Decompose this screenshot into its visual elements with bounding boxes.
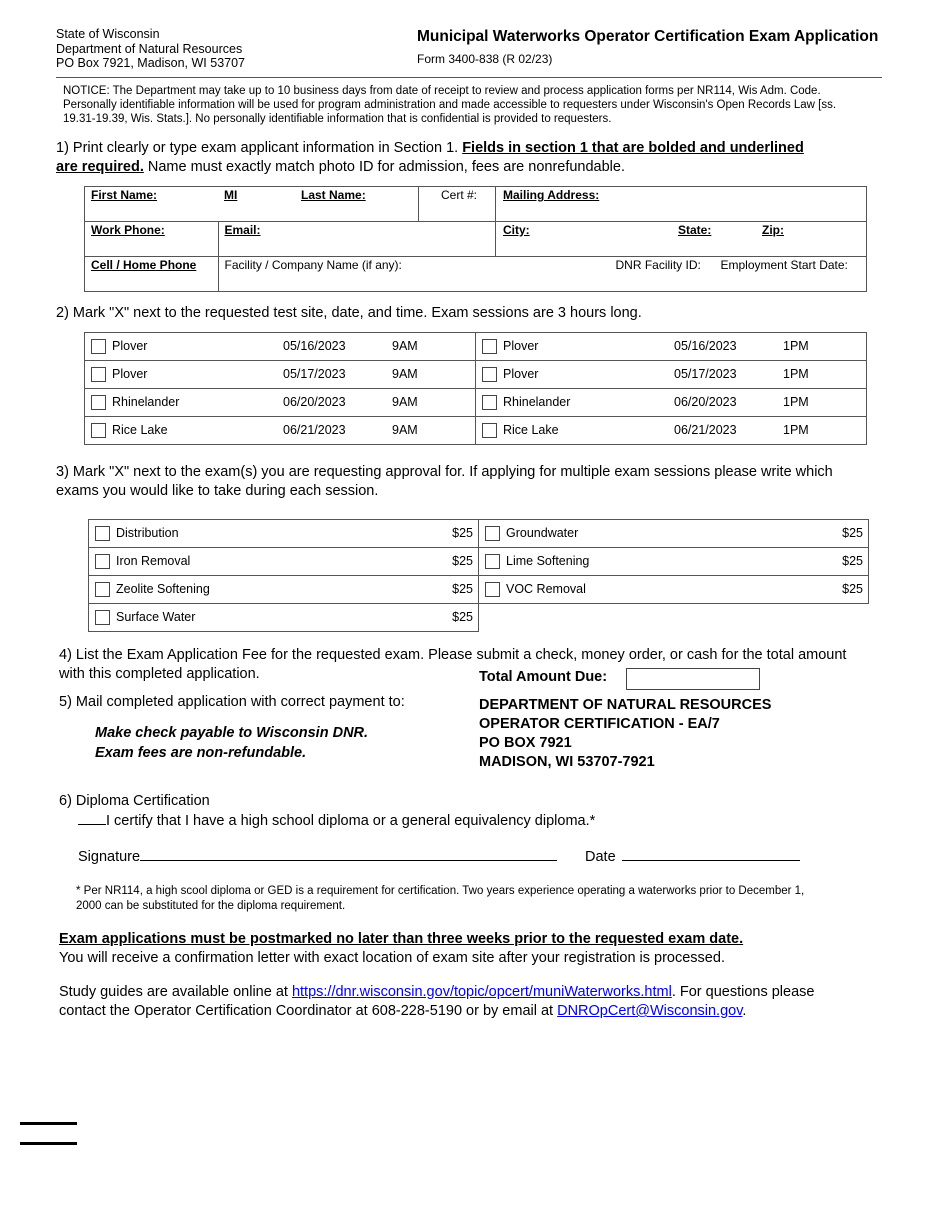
section1-instruction xyxy=(56,139,816,177)
email-link[interactable]: DNROpCert@Wisconsin.gov xyxy=(557,1003,743,1019)
exam-type-table xyxy=(88,519,869,632)
date-line[interactable] xyxy=(622,846,800,861)
mailing-address-label: Mailing Address: xyxy=(503,188,600,202)
employment-start-label: Employment Start Date: xyxy=(720,258,848,272)
section6-heading: 6) Diploma Certification xyxy=(59,793,210,809)
header-divider xyxy=(56,77,882,78)
total-amount-input[interactable] xyxy=(626,668,760,690)
session-checkbox[interactable] xyxy=(91,339,106,354)
facility-label: Facility / Company Name (if any): xyxy=(224,258,402,272)
session-checkbox[interactable] xyxy=(91,395,106,410)
exam-name: VOC Removal xyxy=(506,582,586,596)
session-date: 05/16/2023 xyxy=(283,339,346,353)
facility-field[interactable] xyxy=(218,257,867,292)
exam-checkbox[interactable] xyxy=(485,554,500,569)
session-option[interactable] xyxy=(85,417,476,445)
exam-name: Distribution xyxy=(116,526,179,540)
session-date: 06/20/2023 xyxy=(283,395,346,409)
session-site: Plover xyxy=(503,339,539,353)
session-site: Rice Lake xyxy=(112,423,168,437)
session-site: Plover xyxy=(112,339,148,353)
exam-fee: $25 xyxy=(452,610,473,624)
session-site: Rhinelander xyxy=(112,395,180,409)
total-amount-label: Total Amount Due: xyxy=(479,669,608,685)
exam-option[interactable] xyxy=(89,604,479,632)
agency-block xyxy=(56,27,245,71)
exam-fee: $25 xyxy=(452,582,473,596)
exam-checkbox[interactable] xyxy=(95,554,110,569)
signature-label: Signature xyxy=(78,849,141,865)
exam-option[interactable] xyxy=(89,576,479,604)
address-line: OPERATOR CERTIFICATION - EA/7 xyxy=(479,716,720,732)
exam-checkbox[interactable] xyxy=(95,610,110,625)
session-option[interactable] xyxy=(85,333,476,361)
dnr-facility-id-label: DNR Facility ID: xyxy=(615,258,701,272)
payable-note: Make check payable to Wisconsin DNR. xyxy=(95,725,369,741)
confirmation-text: You will receive a confirmation letter with exact location of exam site after your registration is processed. xyxy=(59,950,725,966)
empty-cell xyxy=(479,604,869,632)
session-date: 06/21/2023 xyxy=(283,423,346,437)
session-date: 06/21/2023 xyxy=(674,423,737,437)
agency-line: State of Wisconsin xyxy=(56,27,160,41)
session-date: 05/17/2023 xyxy=(674,367,737,381)
diploma-initial-blank[interactable] xyxy=(78,810,106,825)
email-field[interactable] xyxy=(218,222,496,257)
exam-fee: $25 xyxy=(452,554,473,568)
mailing-address xyxy=(479,696,771,772)
margin-mark xyxy=(20,1122,77,1125)
section3-instruction: 3) Mark "X" next to the exam(s) you are requesting approval for. If applying for multiple exam sessions please write which exams you would like to take during each session. xyxy=(56,464,833,499)
form-title: Municipal Waterworks Operator Certification Exam Application xyxy=(417,28,879,45)
exam-option[interactable] xyxy=(89,548,479,576)
session-option[interactable] xyxy=(85,389,476,417)
study-prefix: Study guides are available online at xyxy=(59,984,292,1000)
address-line: MADISON, WI 53707-7921 xyxy=(479,754,655,770)
exam-name: Iron Removal xyxy=(116,554,191,568)
study-end: . xyxy=(742,1003,747,1019)
first-name-field[interactable] xyxy=(85,187,219,222)
exam-checkbox[interactable] xyxy=(485,526,500,541)
first-name-label: First Name: xyxy=(91,188,158,202)
exam-fee: $25 xyxy=(842,554,863,568)
date-label: Date xyxy=(585,849,616,865)
exam-fee: $25 xyxy=(842,582,863,596)
zip-label: Zip: xyxy=(762,223,784,237)
address-line: DEPARTMENT OF NATURAL RESOURCES xyxy=(479,697,772,713)
deadline-text: Exam applications must be postmarked no later than three weeks prior to the requested exam date. xyxy=(59,931,744,947)
payment-note xyxy=(95,723,368,763)
exam-option[interactable] xyxy=(479,520,869,548)
exam-name: Surface Water xyxy=(116,610,196,624)
session-option[interactable] xyxy=(476,417,867,445)
cell-phone-field[interactable] xyxy=(85,257,219,292)
session-time: 9AM xyxy=(392,339,418,353)
diploma-certify-text: I certify that I have a high school diploma or a general equivalency diploma.* xyxy=(106,813,596,829)
session-checkbox[interactable] xyxy=(482,395,497,410)
session-time: 1PM xyxy=(783,367,809,381)
session-time: 1PM xyxy=(783,423,809,437)
agency-line: Department of Natural Resources xyxy=(56,41,243,56)
session-time: 1PM xyxy=(783,339,809,353)
margin-mark xyxy=(20,1142,77,1145)
signature-row xyxy=(78,846,557,867)
session-checkbox[interactable] xyxy=(482,339,497,354)
study-guide-link[interactable]: https://dnr.wisconsin.gov/topic/opcert/muniWaterworks.html xyxy=(291,984,672,1000)
city-label: City: xyxy=(503,223,530,237)
exam-option[interactable] xyxy=(479,548,869,576)
cell-phone-label: Cell / Home Phone xyxy=(91,258,197,272)
date-row xyxy=(585,846,800,867)
section1-required-note: Fields in section 1 that are bolded and underlined are required. xyxy=(56,140,804,175)
session-time: 1PM xyxy=(783,395,809,409)
form-number: Form 3400-838 (R 02/23) xyxy=(417,52,553,66)
diploma-certify-row xyxy=(78,810,595,831)
section2-instruction: 2) Mark "X" next to the requested test site, date, and time. Exam sessions are 3 hours long. xyxy=(56,305,642,321)
exam-checkbox[interactable] xyxy=(95,582,110,597)
applicant-info-table xyxy=(84,186,867,292)
session-time: 9AM xyxy=(392,395,418,409)
exam-option[interactable] xyxy=(479,576,869,604)
exam-checkbox[interactable] xyxy=(485,582,500,597)
cert-field[interactable] xyxy=(419,187,496,222)
city-state-zip-field[interactable] xyxy=(496,222,867,257)
session-checkbox[interactable] xyxy=(482,367,497,382)
session-option[interactable] xyxy=(476,361,867,389)
work-phone-label: Work Phone: xyxy=(91,223,165,237)
agency-line: PO Box 7921, Madison, WI 53707 xyxy=(56,56,245,70)
session-checkbox[interactable] xyxy=(91,423,106,438)
exam-name: Groundwater xyxy=(506,526,579,540)
section1-trailing: Name must exactly match photo ID for admission, fees are nonrefundable. xyxy=(143,159,625,175)
study-suffix: . For questions please contact the Operator Certification Coordinator at 608-228-5190 or by email at xyxy=(59,984,815,1019)
section4-instruction: 4) List the Exam Application Fee for the requested exam. Please submit a check, money order, or cash for the total amount with this completed application. xyxy=(59,647,847,682)
state-label: State: xyxy=(678,223,712,237)
email-label: Email: xyxy=(224,223,261,237)
session-checkbox[interactable] xyxy=(482,423,497,438)
work-phone-field[interactable] xyxy=(85,222,219,257)
session-date: 06/20/2023 xyxy=(674,395,737,409)
session-time: 9AM xyxy=(392,423,418,437)
section5-instruction: 5) Mail completed application with correct payment to: xyxy=(59,694,405,710)
address-line: PO BOX 7921 xyxy=(479,735,572,751)
signature-line[interactable] xyxy=(140,846,557,861)
session-time: 9AM xyxy=(392,367,418,381)
exam-option[interactable] xyxy=(89,520,479,548)
diploma-footnote: * Per NR114, a high scool diploma or GED is a requirement for certification. Two years experience operating a waterworks prior to December 1, 2000 can be substituted for the diploma requirement. xyxy=(76,885,805,912)
section1-intro: 1) Print clearly or type exam applicant information in Section 1. xyxy=(56,140,463,156)
cert-label: Cert #: xyxy=(441,188,478,202)
exam-name: Zeolite Softening xyxy=(116,582,210,596)
session-date: 05/17/2023 xyxy=(283,367,346,381)
exam-fee: $25 xyxy=(842,526,863,540)
mi-label: MI xyxy=(224,188,238,202)
session-option[interactable] xyxy=(476,389,867,417)
session-option[interactable] xyxy=(85,361,476,389)
exam-session-table xyxy=(84,332,867,445)
last-name-label: Last Name: xyxy=(301,188,366,202)
session-site: Plover xyxy=(503,367,539,381)
name-field[interactable] xyxy=(218,187,419,222)
exam-fee: $25 xyxy=(452,526,473,540)
session-checkbox[interactable] xyxy=(91,367,106,382)
study-guide-note xyxy=(59,983,849,1021)
session-site: Plover xyxy=(112,367,148,381)
session-site: Rhinelander xyxy=(503,395,571,409)
exam-name: Lime Softening xyxy=(506,554,590,568)
session-date: 05/16/2023 xyxy=(674,339,737,353)
nonrefundable-note: Exam fees are non-refundable. xyxy=(95,745,307,761)
exam-checkbox[interactable] xyxy=(95,526,110,541)
session-option[interactable] xyxy=(476,333,867,361)
mailing-address-field[interactable] xyxy=(496,187,867,222)
session-site: Rice Lake xyxy=(503,423,559,437)
deadline-note xyxy=(59,930,879,968)
notice-text: NOTICE: The Department may take up to 10 business days from date of receipt to review and process application forms per NR114, Wis Adm. Code. Personally identifiable information will be used for program administration and made accessible to requesters under Wisconsin's Open Records Law [ss. 19.31-19.39, Wis. Stats.]. No personally identifiable information that is confidential is provided to requesters. xyxy=(63,85,837,125)
